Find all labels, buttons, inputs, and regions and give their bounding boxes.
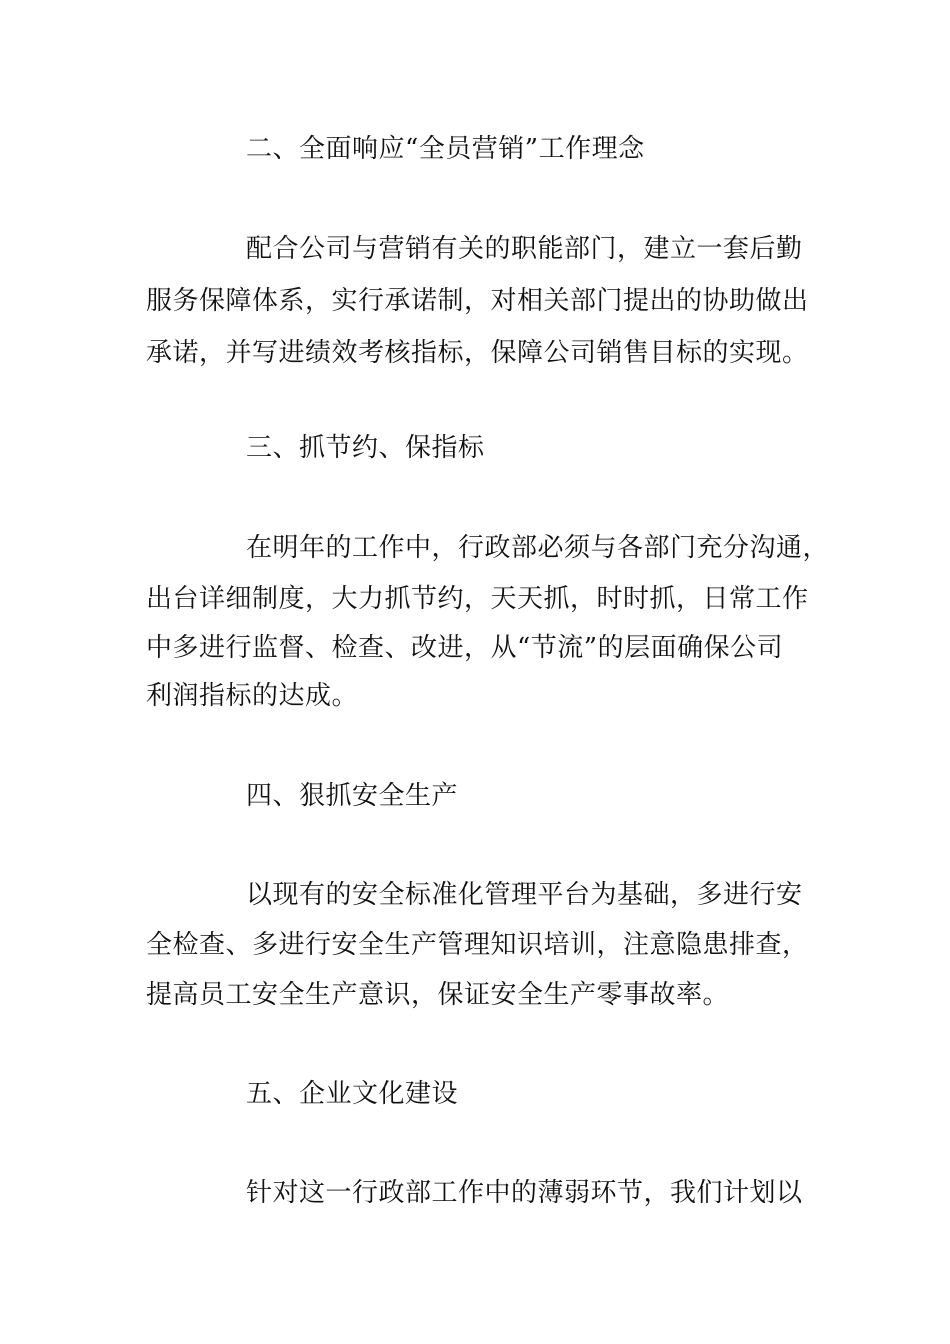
paragraph-line: 全检查、多进行安全生产管理知识培训，注意隐患排查， [146,930,809,960]
paragraph-line: 提高员工安全生产意识，保证安全生产零事故率。 [146,980,730,1010]
paragraph-line: 配合公司与营销有关的职能部门，建立一套后勤 [246,234,803,264]
paragraph-line: 以现有的安全标准化管理平台为基础，多进行安 [246,880,803,910]
paragraph-line: 针对这一行政部工作中的薄弱环节，我们计划以 [246,1178,803,1208]
paragraph-line: 中多进行监督、检查、改进，从“节流”的层面确保公司 [146,633,784,663]
section-heading-5: 五、企业文化建设 [246,1079,459,1109]
paragraph-line: 服务保障体系，实行承诺制，对相关部门提出的协助做出 [146,286,809,316]
paragraph-line: 承诺，并写进绩效考核指标，保障公司销售目标的实现。 [146,338,809,368]
paragraph-line: 利润指标的达成。 [146,681,359,711]
section-heading-4: 四、狠抓安全生产 [246,781,459,811]
paragraph-line: 在明年的工作中，行政部必须与各部门充分沟通， [246,533,830,563]
section-heading-2: 二、全面响应“全员营销”工作理念 [246,134,645,164]
paragraph-line: 出台详细制度，大力抓节约，天天抓，时时抓，日常工作 [146,584,809,614]
section-heading-3: 三、抓节约、保指标 [246,433,485,463]
